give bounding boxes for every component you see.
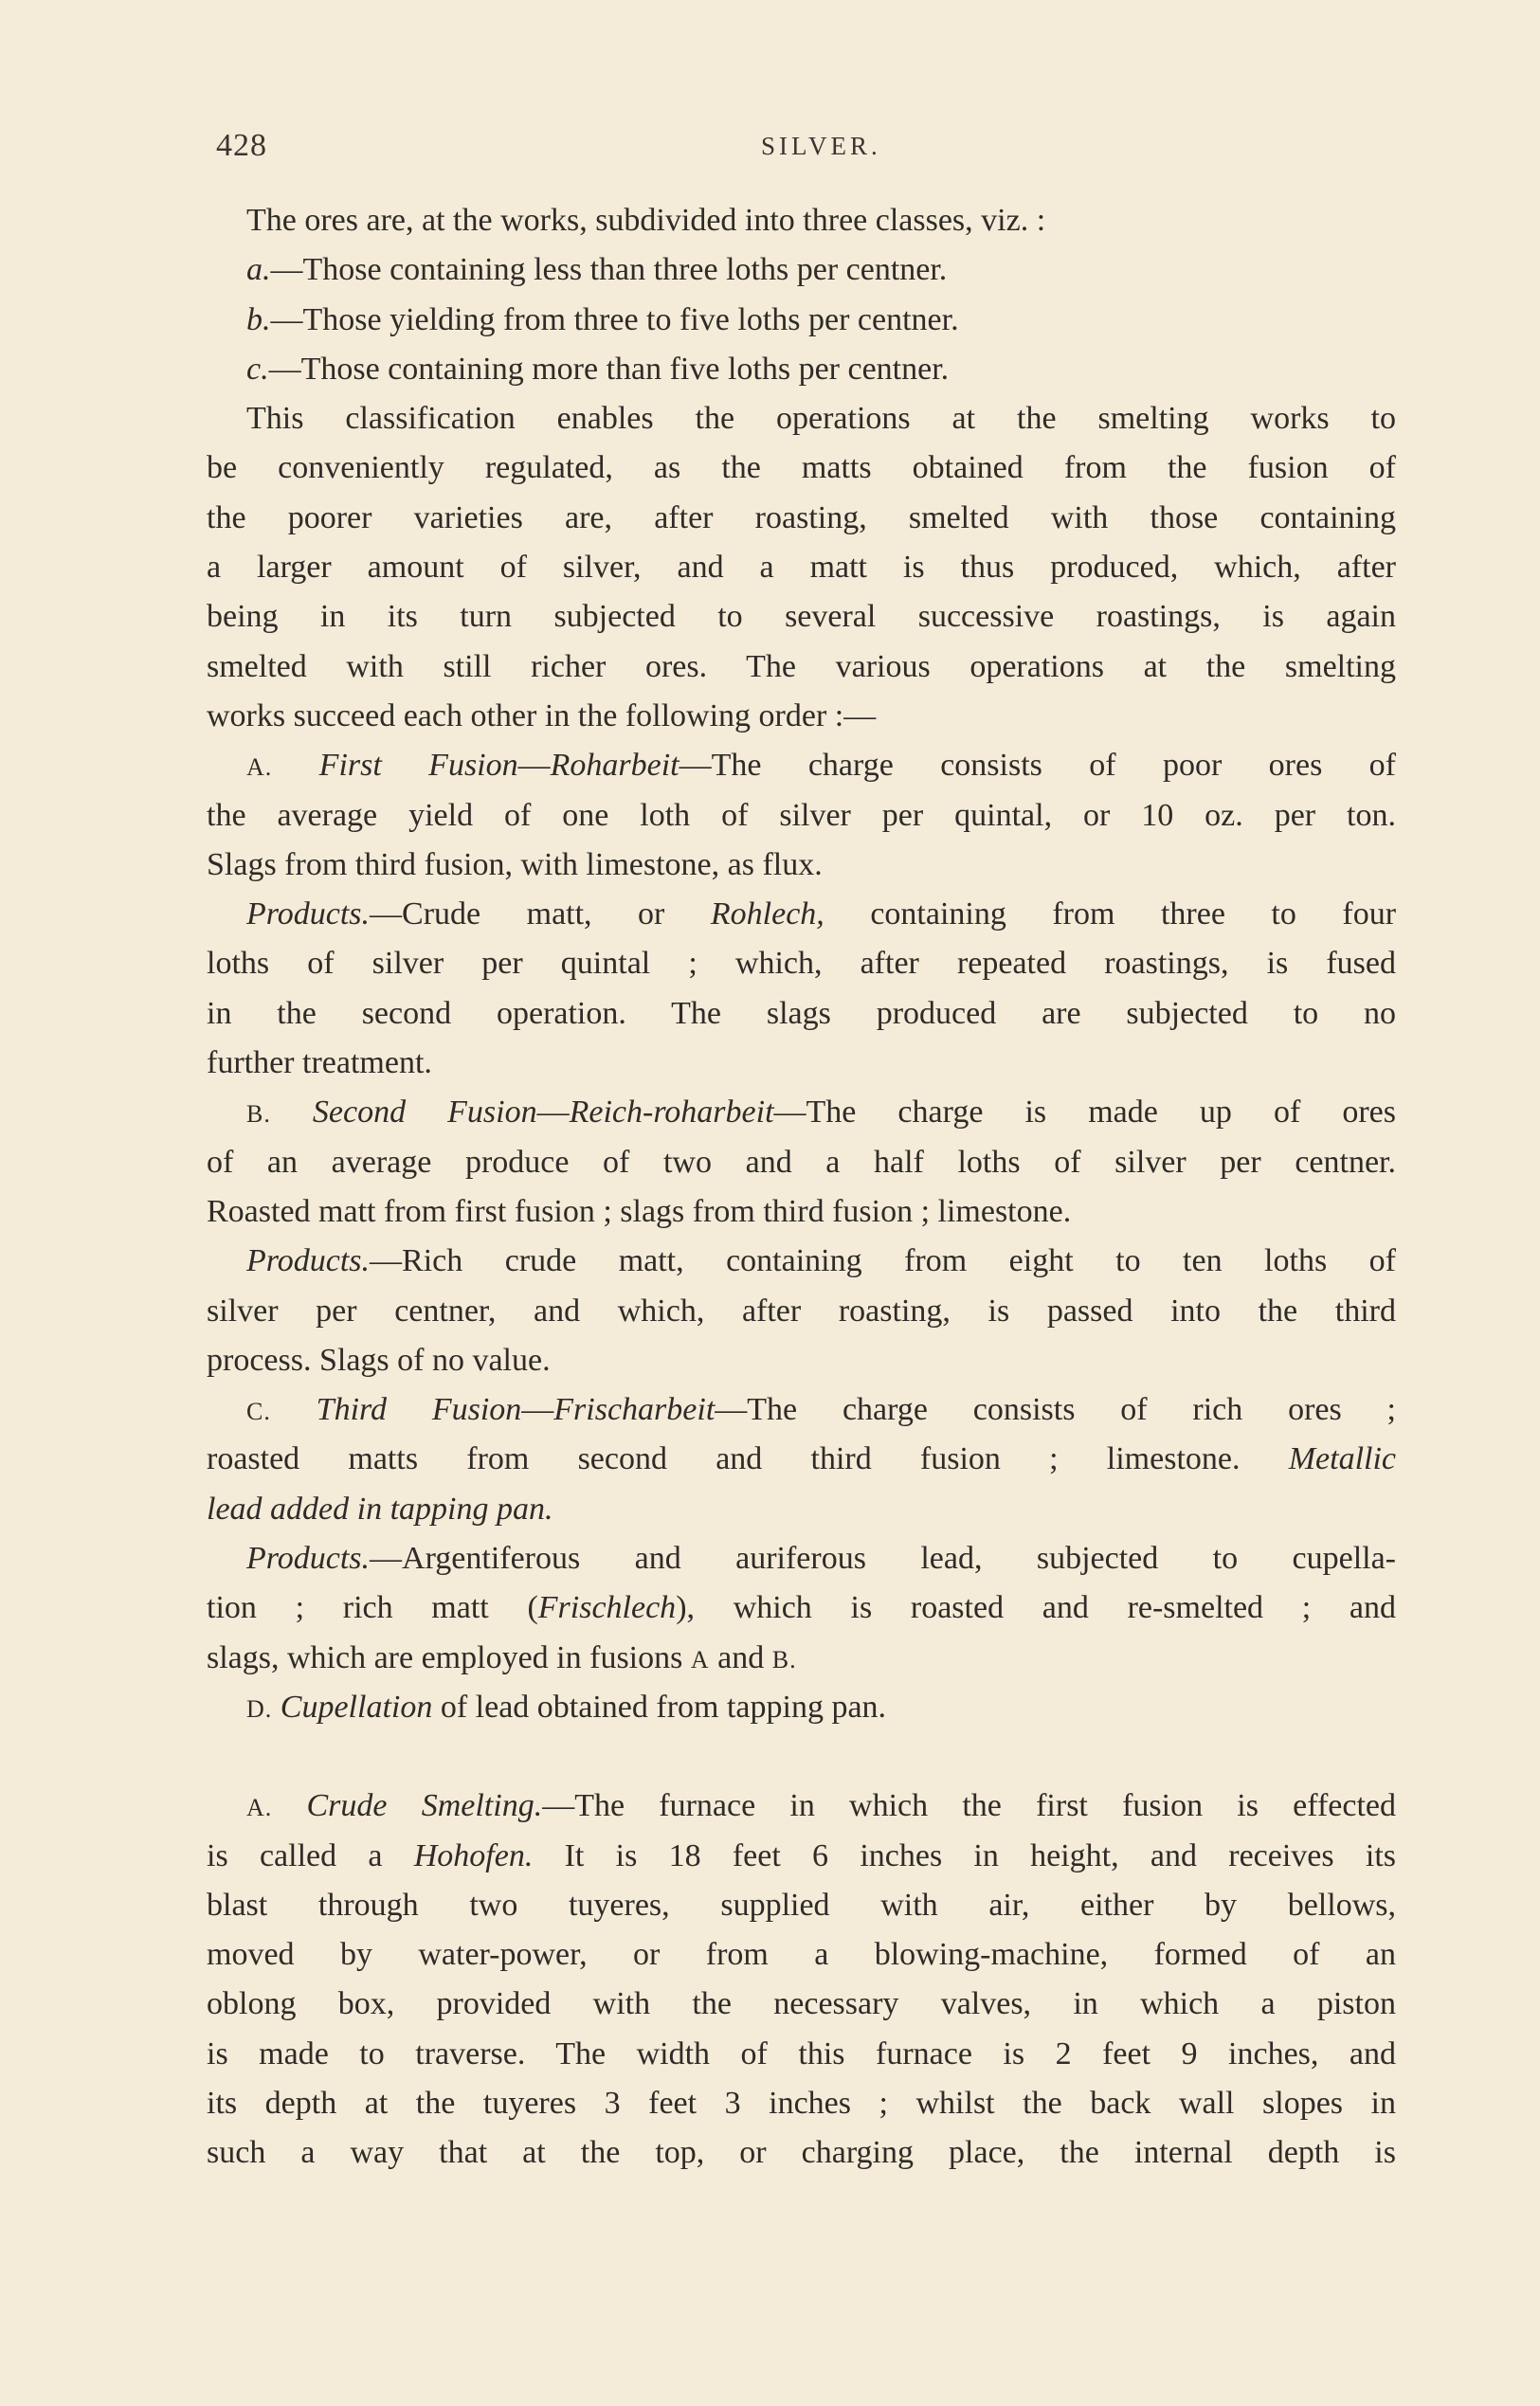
fusion-a-products-text-2: containing from three to four: [870, 896, 1396, 932]
cupellation-mark: D.: [246, 1694, 273, 1723]
fusion-c-ref-a: A: [690, 1645, 710, 1673]
crude-smelting-line-3: blast through two tuyeres, supplied with air, either by bellows,: [207, 1887, 1396, 1923]
fusion-c-products-line-2b: ), which is roasted and re-smelted ; and: [676, 1590, 1396, 1626]
fusion-c-name: Frischarbeit: [553, 1392, 716, 1428]
fusion-a-name: Roharbeit: [550, 748, 679, 784]
crude-smelting-line-8: such a way that at the top, or charging place, the internal depth is: [207, 2135, 1396, 2171]
fusion-b-products: [207, 1237, 1396, 1286]
fusion-c-products: [207, 1534, 1396, 1583]
class-a-label: a.: [246, 252, 271, 288]
page-number: 428: [216, 128, 267, 163]
fusion-b-name: Reich-roharbeit: [569, 1094, 774, 1131]
fusion-b-products-label: Products.: [246, 1243, 371, 1279]
fusion-c-products-line-2: [207, 1583, 1396, 1633]
cupellation-line: [207, 1683, 1396, 1732]
fusion-a-text: The charge consists of poor ores of: [711, 748, 1396, 784]
class-b-text: —Those yielding from three to five loths per centner.: [270, 301, 959, 337]
fusion-c-line-2-italic: Metallic: [1288, 1441, 1396, 1477]
fusion-a-products: [207, 890, 1396, 939]
crude-smelting-line-6: is made to traverse. The width of this furnace is 2 feet 9 inches, and: [207, 2035, 1396, 2071]
fusion-a-heading: A. First Fusion—Roharbeit—The charge consists of poor ores of: [246, 748, 1396, 784]
crude-smelting-line-2: [207, 1832, 1396, 1881]
class-c-text: —Those containing more than five loths per centner.: [268, 351, 950, 387]
classification-line-7: works succeed each other in the following order :—: [207, 697, 877, 733]
page-header: [216, 128, 1401, 175]
classification-line-5: being in its turn subjected to several successive roastings, is again: [207, 599, 1396, 635]
fusion-c-heading: C. Third Fusion—Frischarbeit—The charge consists of rich ores ;: [246, 1392, 1396, 1428]
class-a: [207, 245, 1396, 295]
classification-line-6: smelted with still richer ores. The various operations at the smelting: [207, 648, 1396, 684]
crude-smelting-line-2b: It is 18 feet 6 inches in height, and receives its: [564, 1837, 1396, 1873]
fusion-a-line-3: Slags from third fusion, with limestone, as flux.: [207, 846, 823, 882]
fusion-c-ref-b: B.: [771, 1645, 797, 1673]
fusion-a-products-line-3: in the second operation. The slags produced are subjected to no: [207, 995, 1396, 1031]
fusion-b-products-line-3: process. Slags of no value.: [207, 1342, 551, 1378]
fusion-c-products-text: —Argentiferous and auriferous lead, subjected to cupella-: [370, 1541, 1396, 1577]
crude-smelting-term: Hohofen.: [413, 1837, 534, 1873]
fusion-c-products-line-3: [207, 1634, 1396, 1683]
class-c-label: c.: [246, 351, 269, 387]
fusion-b-text: The charge is made up of ores: [806, 1094, 1396, 1131]
fusion-c-text: The charge consists of rich ores ;: [747, 1392, 1396, 1428]
fusion-a-products-term: Rohlech,: [710, 896, 824, 932]
fusion-b-line-3: Roasted matt from first fusion ; slags from third fusion ; limestone.: [207, 1193, 1072, 1229]
classification-line-3: the poorer varieties are, after roasting, smelted with those containing: [207, 499, 1396, 535]
fusion-c-products-line-2a: tion ; rich matt (: [207, 1590, 538, 1626]
fusion-c-line-2-text: roasted matts from second and third fusion ; limestone.: [207, 1441, 1241, 1477]
fusion-a-products-line-2: loths of silver per quintal ; which, after repeated roastings, is fused: [207, 946, 1396, 982]
running-head: SILVER.: [761, 132, 881, 160]
fusion-c-title: Third Fusion: [316, 1392, 522, 1428]
fusion-b-heading: B. Second Fusion—Reich-roharbeit—The charge is made up of ores: [246, 1094, 1396, 1131]
fusion-a-products-label: Products.: [246, 896, 371, 932]
crude-smelting-line-2a: is called a: [207, 1837, 383, 1873]
classification-line-1: This classification enables the operations at the smelting works to: [246, 401, 1396, 437]
crude-smelting-title: Crude Smelting.: [306, 1788, 543, 1824]
section-gap: [207, 1732, 1396, 1782]
body-text: [207, 196, 1396, 2179]
class-b: [207, 296, 1396, 345]
crude-smelting-line-5: oblong box, provided with the necessary valves, in which a piston: [207, 1986, 1396, 2022]
fusion-c-line-2: [207, 1435, 1396, 1484]
fusion-b-mark: B.: [246, 1100, 271, 1129]
fusion-c-mark: C.: [246, 1398, 271, 1426]
crude-smelting-heading: [207, 1782, 1396, 1831]
classes-intro: The ores are, at the works, subdivided into three classes, viz. :: [246, 203, 1046, 238]
fusion-c-line-3: [207, 1485, 1396, 1534]
classification-line-4: a larger amount of silver, and a matt is thus produced, which, after: [207, 550, 1396, 586]
crude-smelting-line-7: its depth at the tuyeres 3 feet 3 inches ; whilst the back wall slopes in: [207, 2085, 1396, 2121]
fusion-c-products-term: Frischlech: [537, 1590, 677, 1626]
fusion-a-title: First Fusion: [318, 748, 518, 784]
fusion-b-products-text: —Rich crude matt, containing from eight to ten loths of: [370, 1243, 1396, 1279]
class-c: [207, 345, 1396, 394]
fusion-a-products-line-4: further treatment.: [207, 1045, 432, 1081]
fusion-c-line-3-italic: lead added in tapping pan.: [207, 1491, 553, 1527]
cupellation-title: Cupellation: [280, 1689, 433, 1725]
crude-smelting-mark: A.: [246, 1794, 273, 1822]
fusion-b-title: Second Fusion: [312, 1094, 537, 1131]
cupellation-text: of lead obtained from tapping pan.: [440, 1689, 887, 1725]
class-a-text: —Those containing less than three loths per centner.: [270, 252, 948, 288]
fusion-a-line-2: the average yield of one loth of silver per quintal, or 10 oz. per ton.: [207, 797, 1396, 833]
fusion-b-products-line-2: silver per centner, and which, after roasting, is passed into the third: [207, 1293, 1396, 1329]
fusion-a-products-text: —Crude matt, or: [370, 896, 665, 932]
classification-line-2: be conveniently regulated, as the matts obtained from the fusion of: [207, 450, 1396, 486]
crude-smelting-line-4: moved by water-power, or from a blowing-machine, formed of an: [207, 1937, 1396, 1973]
fusion-c-products-line-3a: slags, which are employed in fusions: [207, 1639, 683, 1675]
crude-smelting-text: —The furnace in which the first fusion is effected: [542, 1788, 1396, 1824]
fusion-c-products-label: Products.: [246, 1541, 371, 1577]
fusion-b-line-2: of an average produce of two and a half loths of silver per centner.: [207, 1144, 1396, 1180]
fusion-a-mark: A.: [246, 753, 273, 782]
class-b-label: b.: [246, 301, 271, 337]
fusion-c-and: and: [717, 1639, 765, 1675]
